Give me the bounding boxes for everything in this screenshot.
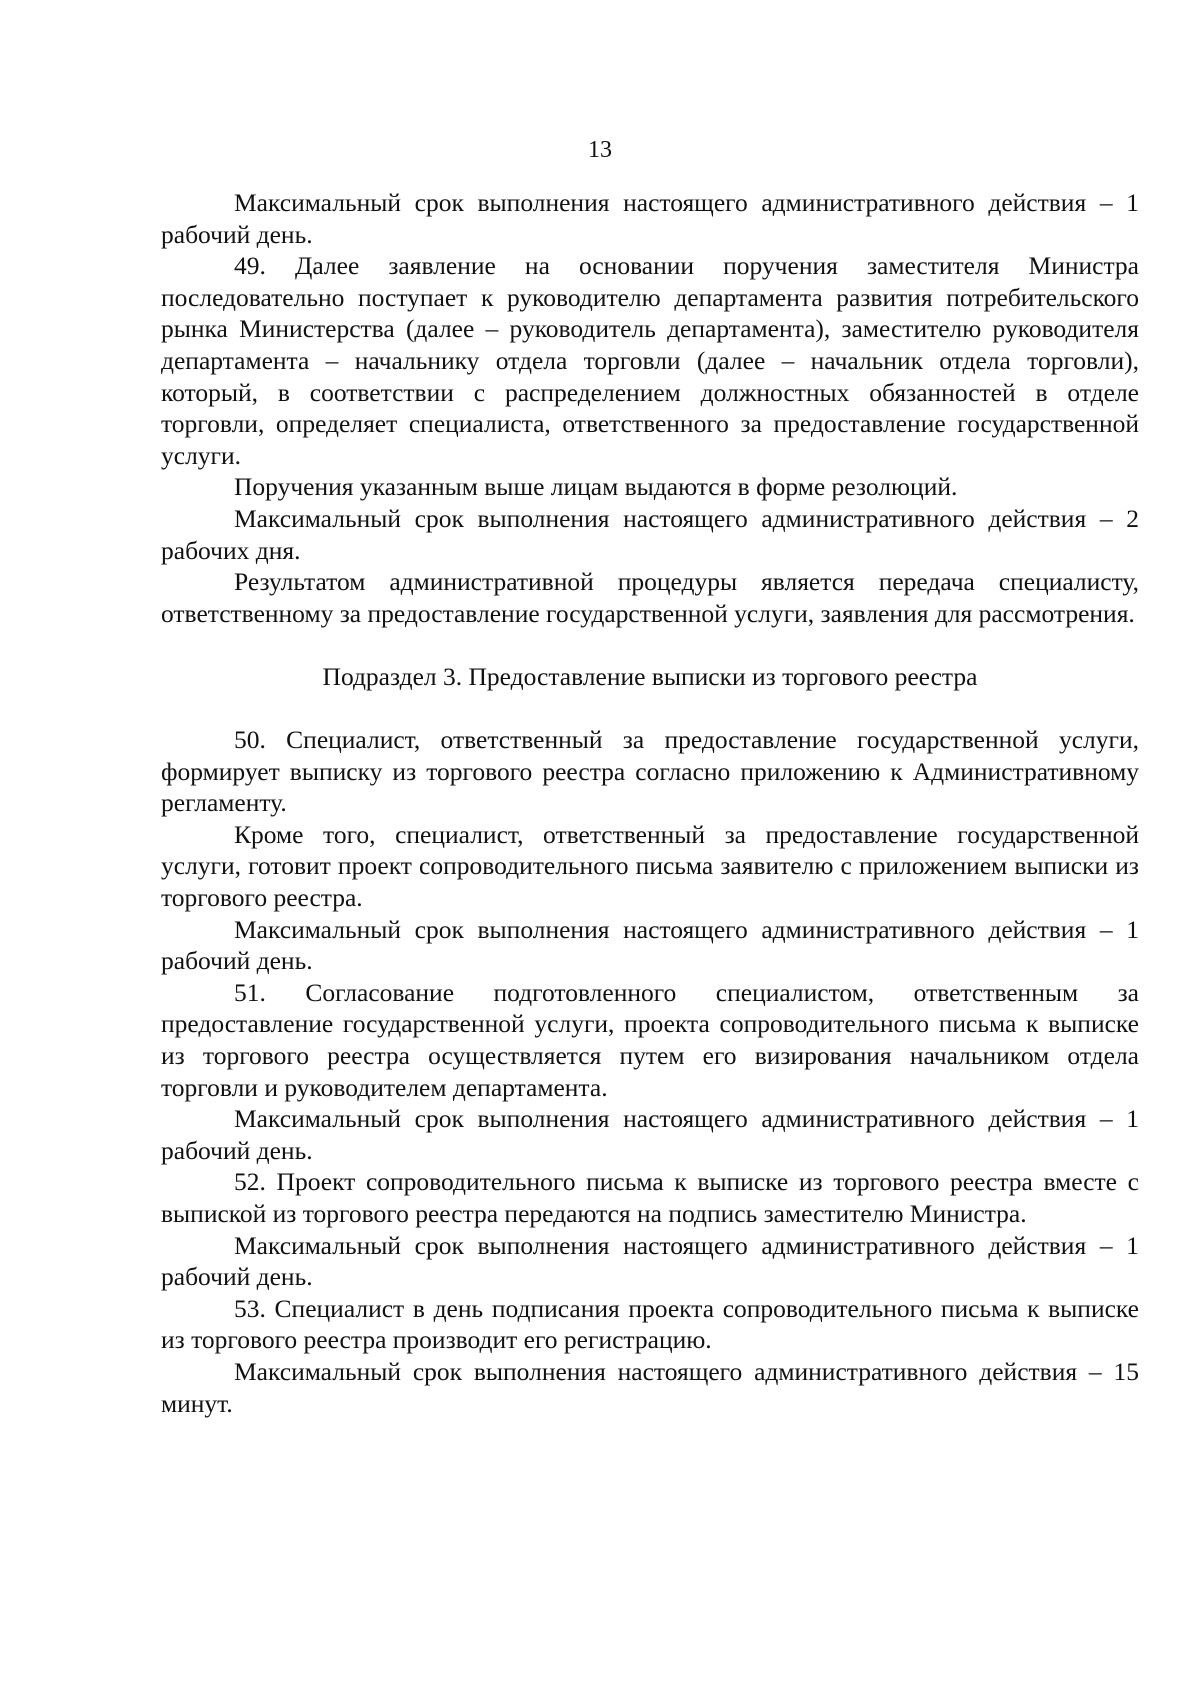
paragraph-51: 51. Согласование подготовленного специалистом, ответственным за предоставление государственной услуги, проекта сопроводительного письма к выписке из торгового реестра осуществляется путем его визирования начальником отдела торговли и руководителем департамента. — [161, 977, 1139, 1102]
paragraph-max-term-3: Максимальный срок выполнения настоящего административного действия – 1 рабочий день. — [161, 914, 1139, 976]
paragraph-max-term-5: Максимальный срок выполнения настоящего административного действия – 1 рабочий день. — [161, 1230, 1139, 1292]
paragraph-procedure-result: Результатом административной процедуры является передача специалисту, ответственному за предоставление государственной услуги, заявления для рассмотрения. — [161, 567, 1139, 628]
paragraph-max-term-2: Максимальный срок выполнения настоящего административного действия – 2 рабочих дня. — [161, 503, 1139, 565]
paragraph-cover-letter: Кроме того, специалист, ответственный за предоставление государственной услуги, готовит проект сопроводительного письма заявителю с приложением выписки из торгового реестра. — [161, 819, 1139, 913]
document-body — [161, 187, 1139, 1419]
paragraph-resolutions: Поручения указанным выше лицам выдаются в форме резолюций. — [234, 472, 958, 502]
paragraph-53: 53. Специалист в день подписания проекта сопроводительного письма к выписке из торгового реестра производит его регистрацию. — [161, 1293, 1139, 1355]
paragraph-50: 50. Специалист, ответственный за предоставление государственной услуги, формирует выписку из торгового реестра согласно приложению к Административному регламенту. — [161, 725, 1139, 818]
paragraph-max-term-4: Максимальный срок выполнения настоящего административного действия – 1 рабочий день. — [161, 1104, 1139, 1165]
paragraph-max-term-6: Максимальный срок выполнения настоящего административного действия – 15 минут. — [161, 1356, 1139, 1418]
paragraph-52: 52. Проект сопроводительного письма к выписке из торгового реестра вместе с выпиской из торгового реестра передаются на подпись заместителю Министра. — [161, 1167, 1139, 1228]
subsection-heading: Подраздел 3. Предоставление выписки из торгового реестра — [322, 661, 978, 691]
paragraph-49: 49. Далее заявление на основании поручения заместителя Министра последовательно поступает к руководителю департамента развития потребительского рынка Министерства (далее – руководитель департамента), заместителю руководителя департамента – начальнику отдела торговли (далее – начальник отдела торговли), который, в соответствии с распределением должностных обязанностей в отделе торговли, определяет специалиста, ответственного за предоставление государственной услуги. — [161, 251, 1139, 470]
paragraph-max-term-1: Максимальный срок выполнения настоящего административного действия – 1 рабочий день. — [161, 188, 1139, 249]
page-number: 13 — [588, 137, 612, 163]
